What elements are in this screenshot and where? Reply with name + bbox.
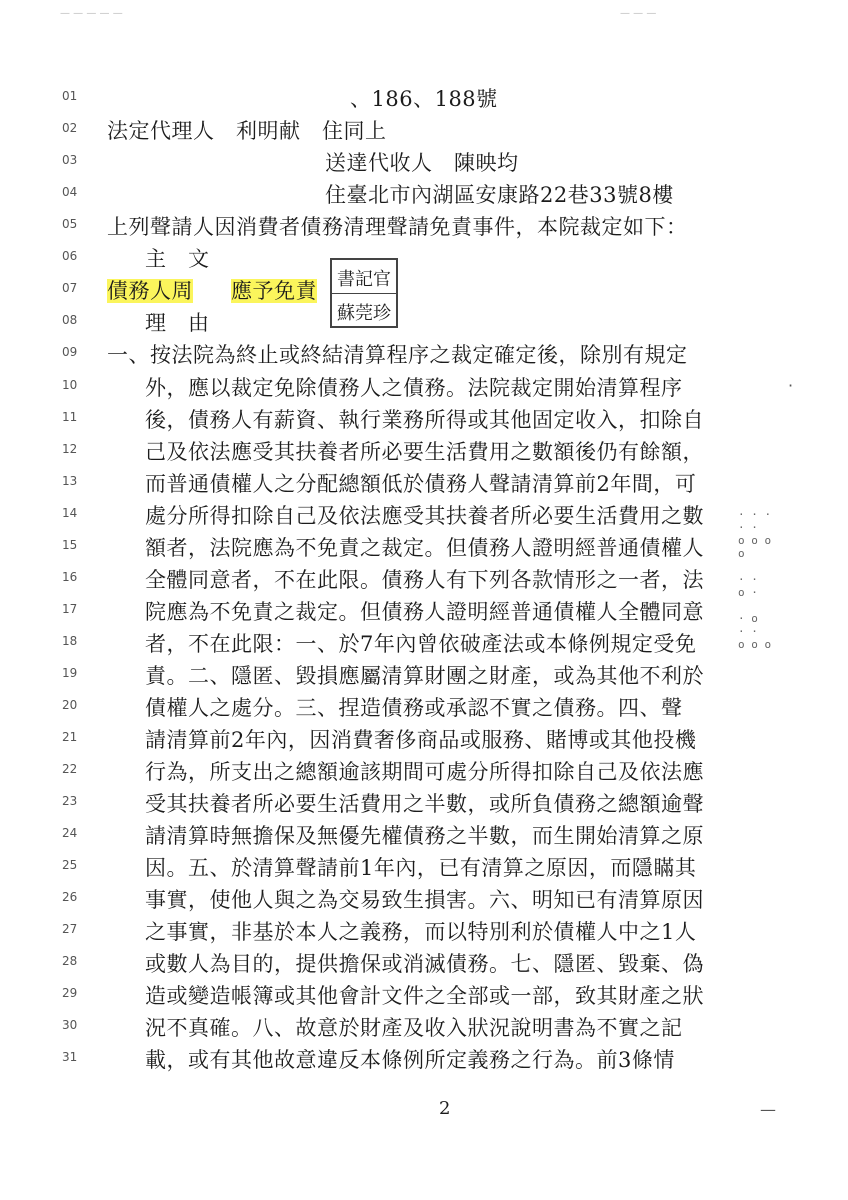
scan-artifact: — — — <box>620 8 657 19</box>
body-line: 行為，所支出之總額逾該期間可處分所得扣除自己及依法應 <box>145 760 704 784</box>
body-line: 責。二、隱匿、毀損應屬清算財團之財產，或為其他不利於 <box>145 664 704 688</box>
line-number: 01 <box>62 89 78 103</box>
body-line: 全體同意者，不在此限。債務人有下列各款情形之一者，法 <box>145 568 704 592</box>
line-number: 27 <box>62 922 78 936</box>
body-line: 受其扶養者所必要生活費用之半數，或所負債務之總額逾聲 <box>145 792 704 816</box>
body-line: 債權人之處分。三、捏造債務或承認不實之債務。四、聲 <box>145 696 683 720</box>
ruling-line <box>107 275 317 305</box>
body-line: 事實，使他人與之為交易致生損害。六、明知已有清算原因 <box>145 888 704 912</box>
line-number: 24 <box>62 826 78 840</box>
body-line: 己及依法應受其扶養者所必要生活費用之數額後仍有餘額， <box>145 440 704 464</box>
body-line: 一、按法院為終止或終結清算程序之裁定確定後，除別有規定 <box>107 343 688 367</box>
body-line: 院應為不免責之裁定。但債務人證明經普通債權人全體同意 <box>145 600 704 624</box>
binding-marks: · · · · · o o o o · · o · · o · · o o o <box>738 508 772 651</box>
line-number: 21 <box>62 730 78 744</box>
body-line: 之事實，非基於本人之義務，而以特別利於債權人中之1人 <box>145 920 697 944</box>
line-number: 14 <box>62 506 78 520</box>
line-number: 17 <box>62 602 78 616</box>
body-line: 造或變造帳簿或其他會計文件之全部或一部，致其財產之狀 <box>145 984 704 1008</box>
body-line: 者，不在此限：一、於7年內曾依破產法或本條例規定受免 <box>145 632 697 656</box>
line-number: 03 <box>62 153 78 167</box>
service-address: 住臺北市內湖區安康路22巷33號8樓 <box>325 183 674 207</box>
debtor-highlight: 債務人周 <box>107 279 193 303</box>
line-number: 11 <box>62 410 78 424</box>
body-line: 處分所得扣除自己及依法應受其扶養者所必要生活費用之數 <box>145 504 704 528</box>
line-number: 02 <box>62 121 78 135</box>
line-number: 15 <box>62 538 78 552</box>
body-line: 外，應以裁定免除債務人之債務。法院裁定開始清算程序 <box>145 376 683 400</box>
line-number: 25 <box>62 858 78 872</box>
body-line: 後，債務人有薪資、執行業務所得或其他固定收入，扣除自 <box>145 408 704 432</box>
margin-mark: · <box>788 376 794 395</box>
body-line: 請清算前2年內，因消費奢侈商品或服務、賭博或其他投機 <box>145 728 697 752</box>
docket-number-fragment: 、186、188號 <box>350 87 498 111</box>
legal-representative: 法定代理人 利明献 住同上 <box>107 119 387 143</box>
body-line: 而普通債權人之分配總額低於債務人聲請清算前2年間，可 <box>145 472 697 496</box>
page-number: 2 <box>439 1098 451 1119</box>
line-number: 13 <box>62 474 78 488</box>
body-line: 載，或有其他故意違反本條例所定義務之行為。前3條情 <box>145 1048 675 1072</box>
line-number: 16 <box>62 570 78 584</box>
line-number: 20 <box>62 698 78 712</box>
body-line: 因。五、於清算聲請前1年內，已有清算之原因，而隱瞞其 <box>145 856 697 880</box>
body-line: 況不真確。八、故意於財產及收入狀況說明書為不實之記 <box>145 1016 683 1040</box>
service-agent: 送達代收人 陳映均 <box>325 151 519 175</box>
body-line: 或數人為目的，提供擔保或消滅債務。七、隱匿、毀棄、偽 <box>145 952 704 976</box>
line-number: 10 <box>62 378 78 392</box>
line-number: 22 <box>62 762 78 776</box>
stamp-title: 書記官 <box>337 269 391 290</box>
stamp-name: 蘇莞珍 <box>337 303 391 324</box>
clerk-stamp <box>330 258 398 328</box>
line-number: 28 <box>62 954 78 968</box>
line-number: 31 <box>62 1050 78 1064</box>
reason-heading: 理 由 <box>145 311 210 335</box>
scan-artifact: — — — — — <box>60 8 123 19</box>
line-number: 04 <box>62 185 78 199</box>
line-number: 29 <box>62 986 78 1000</box>
line-number: 18 <box>62 634 78 648</box>
line-number: 12 <box>62 442 78 456</box>
line-number: 26 <box>62 890 78 904</box>
line-number: 08 <box>62 313 78 327</box>
margin-mark: — <box>760 1100 776 1119</box>
line-number: 06 <box>62 249 78 263</box>
body-line: 請清算時無擔保及無優先權債務之半數，而生開始清算之原 <box>145 824 704 848</box>
intro-statement: 上列聲請人因消費者債務清理聲請免責事件，本院裁定如下： <box>107 215 688 239</box>
body-line: 額者，法院應為不免責之裁定。但債務人證明經普通債權人 <box>145 536 704 560</box>
main-heading: 主 文 <box>145 247 210 271</box>
line-number: 09 <box>62 345 78 359</box>
stamp-divider <box>332 293 396 294</box>
line-number: 30 <box>62 1018 78 1032</box>
decision-highlight: 應予免責 <box>231 279 317 303</box>
line-number: 07 <box>62 281 78 295</box>
line-number: 19 <box>62 666 78 680</box>
line-number: 05 <box>62 217 78 231</box>
line-number: 23 <box>62 794 78 808</box>
